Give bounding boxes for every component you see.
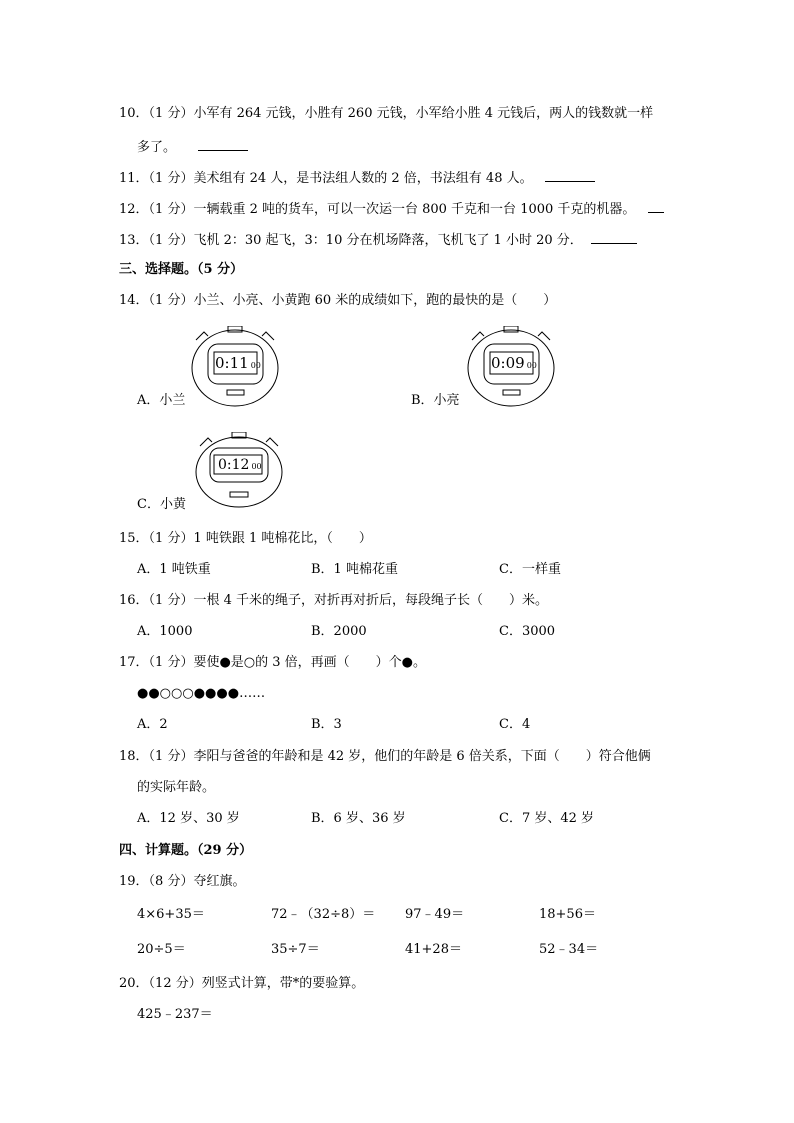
calc-item: 72﹣（32÷8）＝ (271, 907, 376, 922)
q18-option-a[interactable]: A．12 岁、30 岁 (137, 811, 240, 826)
calc-item: 52﹣34＝ (539, 942, 599, 957)
calc-item: 41+28＝ (405, 942, 462, 957)
question-14-stem: 14．（1 分）小兰、小亮、小黄跑 60 米的成绩如下，跑的最快的是（ ） (119, 293, 557, 308)
q15-option-b[interactable]: B．1 吨棉花重 (311, 562, 398, 577)
q15-option-a[interactable]: A．1 吨铁重 (137, 562, 211, 577)
question-10-line1: 10．（1 分）小军有 264 元钱，小胜有 260 元钱，小军给小胜 4 元钱后，两人的钱数就一样 (119, 106, 654, 121)
q16-option-a[interactable]: A．1000 (137, 624, 193, 639)
answer-blank[interactable] (648, 198, 664, 213)
q17-option-c[interactable]: C．4 (499, 717, 531, 732)
stopwatch-a-time: 0:11 (215, 354, 249, 372)
question-20-stem: 20．（12 分）列竖式计算，带*的要验算。 (119, 976, 365, 991)
answer-blank[interactable] (591, 229, 637, 244)
stopwatch-c-sub: 00 (251, 462, 262, 471)
question-17-pattern: ●●○○○●●●●…… (137, 686, 266, 701)
question-13-text: 13．（1 分）飞机 2：30 起飞，3：10 分在机场降落，飞机飞了 1 小时 20 分． (119, 233, 583, 248)
q15-option-c[interactable]: C．一样重 (499, 562, 561, 577)
stopwatch-a-display (215, 355, 261, 374)
calc-item: 35÷7＝ (271, 942, 320, 957)
answer-blank[interactable] (198, 136, 248, 151)
q16-option-b[interactable]: B．2000 (311, 624, 367, 639)
calc-item: 20÷5＝ (137, 942, 186, 957)
question-15-stem: 15．（1 分）1 吨铁跟 1 吨棉花比，（ ） (119, 531, 372, 546)
question-10-line2 (137, 136, 248, 157)
calc-item: 425﹣237＝ (137, 1007, 213, 1022)
question-13 (119, 229, 637, 250)
calc-item: 18+56＝ (539, 907, 596, 922)
answer-blank[interactable] (545, 167, 595, 182)
question-17-stem: 17．（1 分）要使●是○的 3 倍，再画（ ）个●。 (119, 655, 427, 670)
question-18-line2: 的实际年龄。 (137, 780, 216, 795)
q14-option-c[interactable]: C．小黄 (137, 497, 186, 512)
question-11 (119, 167, 595, 188)
question-10-text: 多了。 (137, 140, 177, 155)
question-12-text: 12．（1 分）一辆载重 2 吨的货车，可以一次运一台 800 千克和一台 1000 千克的机器。 (119, 202, 636, 217)
question-11-text: 11．（1 分）美术组有 24 人，是书法组人数的 2 倍，书法组有 48 人。 (119, 171, 533, 186)
q17-option-b[interactable]: B．3 (311, 717, 342, 732)
question-19-stem: 19．（8 分）夺红旗。 (119, 874, 246, 889)
calc-item: 4×6+35＝ (137, 907, 205, 922)
stopwatch-b-display (491, 355, 537, 374)
q18-option-c[interactable]: C．7 岁、42 岁 (499, 811, 595, 826)
q18-option-b[interactable]: B．6 岁、36 岁 (311, 811, 406, 826)
question-12 (119, 198, 664, 219)
q17-option-a[interactable]: A．2 (137, 717, 168, 732)
section-heading-choice: 三、选择题。（5 分） (119, 262, 244, 277)
stopwatch-c-time: 0:12 (218, 457, 250, 473)
q14-option-b[interactable]: B．小亮 (411, 393, 460, 408)
calc-item: 97﹣49＝ (405, 907, 465, 922)
stopwatch-b-time: 0:09 (491, 354, 525, 372)
stopwatch-c-display (218, 457, 262, 475)
stopwatch-a-sub: 00 (250, 361, 261, 370)
stopwatch-b-sub: 00 (526, 361, 537, 370)
question-18-line1: 18．（1 分）李阳与爸爸的年龄和是 42 岁，他们的年龄是 6 倍关系，下面（ ）符合他俩 (119, 749, 651, 764)
q16-option-c[interactable]: C．3000 (499, 624, 556, 639)
question-16-stem: 16．（1 分）一根 4 千米的绳子，对折再对折后，每段绳子长（ ）米。 (119, 593, 548, 608)
q14-option-a[interactable]: A．小兰 (137, 393, 186, 408)
section-heading-calc: 四、计算题。（29 分） (119, 843, 253, 858)
